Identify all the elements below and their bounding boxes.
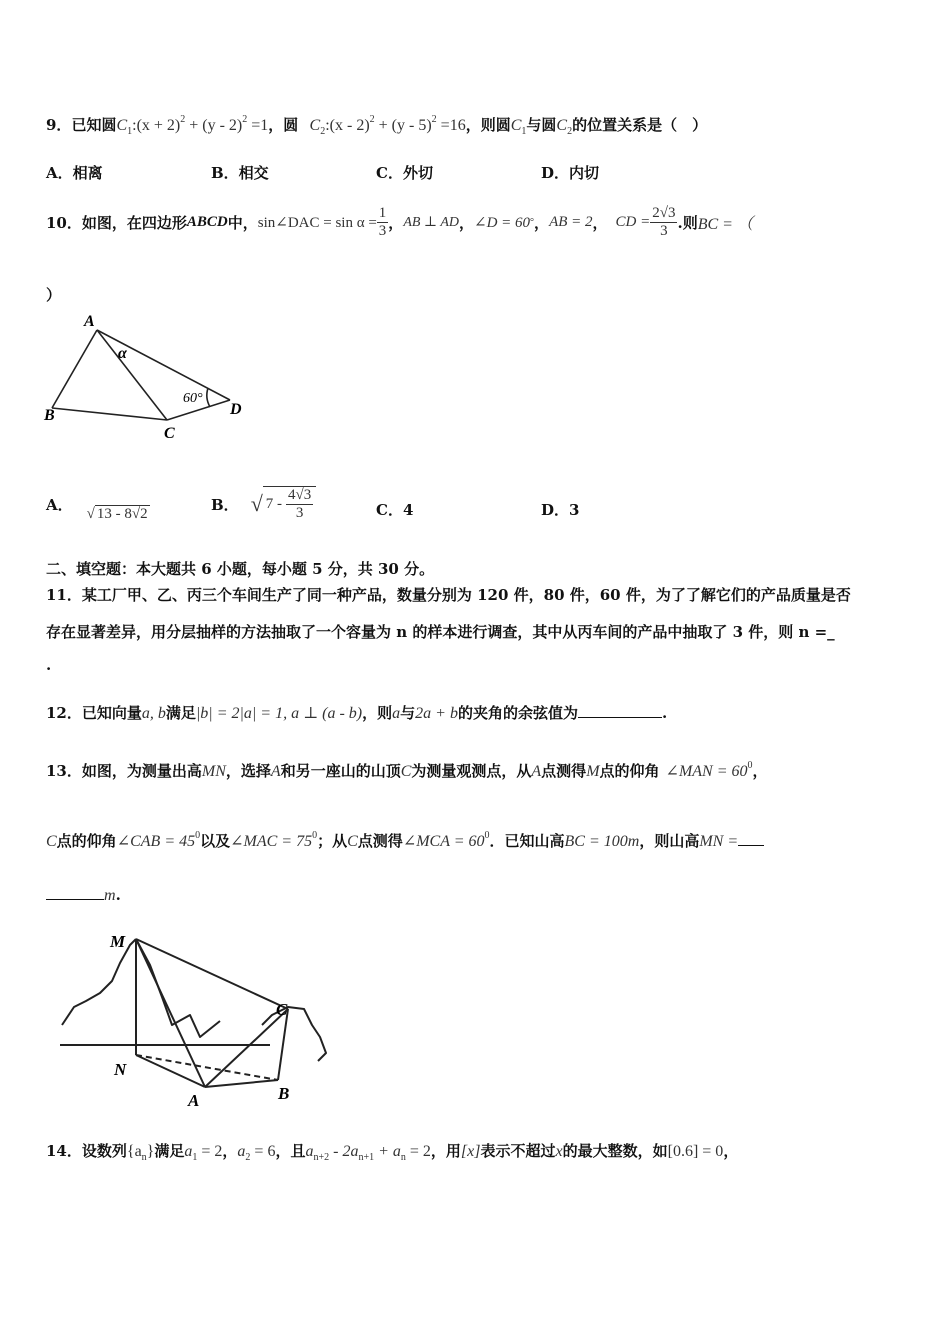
q9-option-b[interactable]: B．相交 — [211, 164, 269, 182]
q10-option-d[interactable]: D．3 — [541, 501, 580, 519]
q11-line-1: 11．某工厂甲、乙、丙三个车间生产了同一种产品，数量分别为 120 件，80 件，60 件，为了了解它们的产品质量是否 — [46, 586, 851, 604]
q10-stem: 10． 如图，在四边形 ABCD 中， sin∠DAC = sin α = $\frac{1}{3}$ ， AB ⊥ AD ， ∠D = 60 ° ， AB = 2 ， CD = $\frac{2√3}{3}$ .则 BC = （ — [46, 204, 753, 239]
q13-answer-blank-end[interactable] — [46, 899, 104, 900]
q12-stem: 12．已知向量a, b满足|b| = 2|a| = 1, a ⊥ (a - b)，则a与2a + b的夹角的余弦值为 . — [46, 704, 668, 722]
segment-na — [136, 1055, 205, 1087]
section-fill-in-heading: 二、填空题：本大题共 6 小题，每小题 5 分，共 30 分。 — [46, 560, 435, 578]
q14-stem: 14．设数列$\{a_n\}$满足$a_1 = 2$，$a_2 = 6$，且$a_{n+2} - 2a_{n+1} + a_n = 2$，用[x]表示不超过x的最大整数，如[0.6] = 0， — [46, 1142, 739, 1163]
right-mountain-outline — [262, 1007, 326, 1061]
segment-mc — [136, 939, 288, 1009]
label-a: A — [188, 1091, 200, 1110]
edge-ab — [52, 330, 97, 408]
q10-sin-fraction: $\frac{1}{3}$ — [378, 204, 387, 239]
q13-line-3: m. — [46, 886, 121, 905]
q10-quadrilateral-figure — [40, 308, 260, 448]
left-mountain-outline — [62, 939, 136, 1025]
q9-stem: 9．已知圆$C_1:(x + 2)^2 + (y - 2)^2 =1$，圆 $C_2:(x - 2)^2 + (y - 5)^2 =16$，则圆$C_1$与圆$C_2$的位置关系是（ ） — [46, 114, 708, 137]
q13-line-1: 13．如图，为测量出高MN，选择A和另一座山的山顶C为测量观测点，从A点测得M点的仰角 ∠MAN = $60^0$， — [46, 760, 768, 780]
q11-line-3: . — [46, 656, 52, 674]
q10-close-paren: ） — [46, 286, 62, 304]
edge-bc — [52, 408, 167, 420]
q10-option-b[interactable]: B． √ 7 - $\frac{4√3}{3}$ — [211, 474, 316, 534]
q12-answer-blank[interactable] — [578, 717, 662, 718]
label-c: C — [164, 425, 175, 442]
segment-ma — [136, 939, 205, 1087]
diagonal-ac — [97, 330, 167, 420]
label-b: B — [44, 407, 55, 424]
label-b: B — [278, 1084, 290, 1103]
q10-option-a[interactable]: A． √ 13 - 8√2 — [46, 495, 148, 522]
label-60-degrees: 60° — [183, 391, 203, 406]
q9-option-c[interactable]: C．外切 — [376, 164, 433, 182]
label-c: C — [276, 1000, 288, 1019]
q10-option-c[interactable]: C．4 — [376, 501, 414, 519]
q13-answer-blank-start[interactable] — [738, 845, 764, 846]
q10-cd-fraction: $\frac{2√3}{3}$ — [652, 204, 676, 239]
label-m: M — [110, 932, 126, 951]
mountain-ridge — [136, 939, 220, 1037]
segment-nb-dashed — [136, 1055, 278, 1080]
label-n: N — [114, 1060, 127, 1079]
q11-line-2: 存在显著差异，用分层抽样的方法抽取了一个容量为 n 的样本进行调查，其中从丙车间的产品中抽取了 3 件，则 n =_ — [46, 623, 835, 641]
label-alpha: α — [118, 345, 127, 362]
angle-d-arc — [207, 388, 210, 407]
q13-mountain-figure — [50, 925, 340, 1110]
label-a: A — [84, 313, 95, 330]
segment-ab — [205, 1080, 278, 1087]
edge-ad — [97, 330, 230, 400]
label-d: D — [230, 401, 242, 418]
q13-line-2: C点的仰角∠CAB = $45^0$以及∠MAC = $75^0$；从C点测得∠MCA = $60^0$．已知山高BC = 100m，则山高MN = — [46, 830, 764, 851]
q9-option-d[interactable]: D．内切 — [541, 164, 600, 182]
q9-option-a[interactable]: A．相离 — [46, 164, 103, 182]
segment-cb — [278, 1009, 288, 1080]
